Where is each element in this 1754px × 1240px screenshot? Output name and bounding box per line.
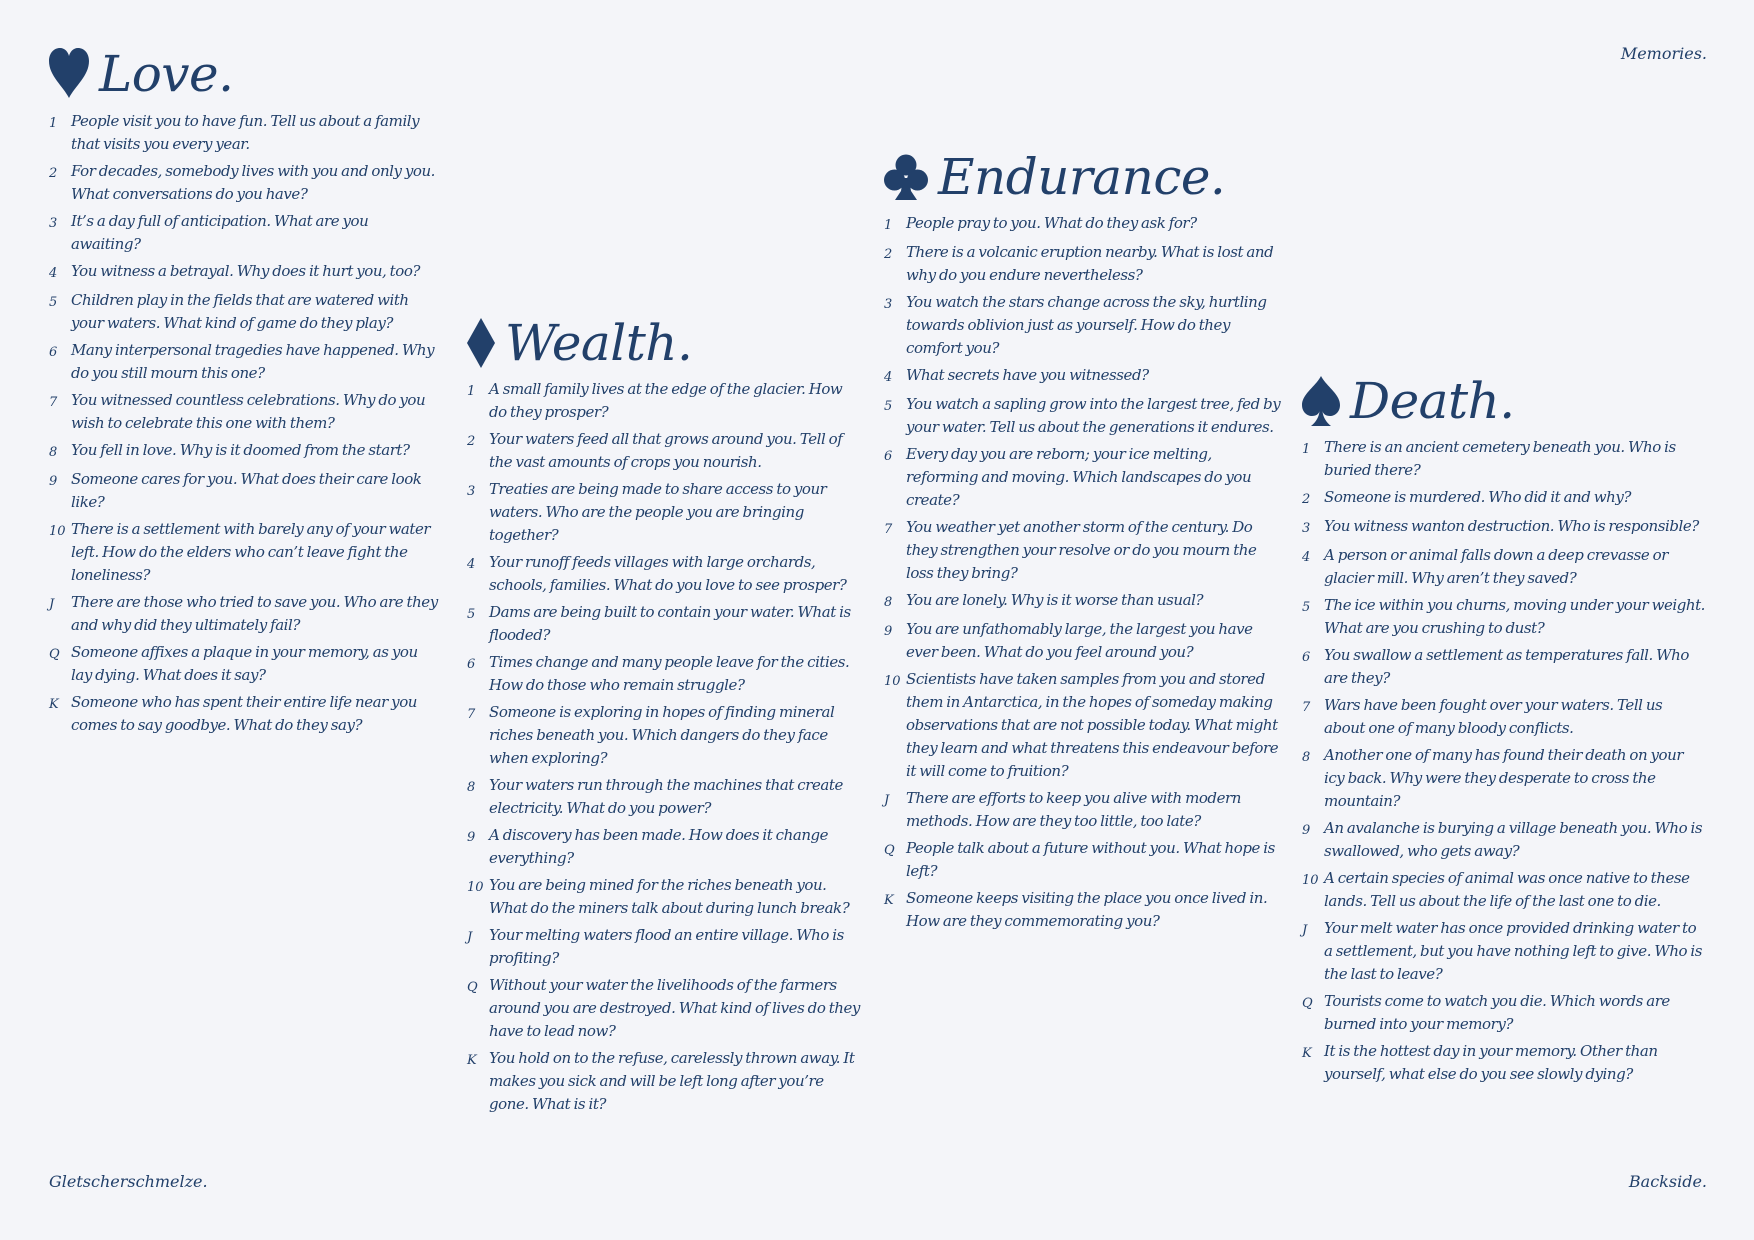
prompt-text: Every day you are reborn; your ice melting, reforming and moving. Which landscapes do you create?	[906, 445, 1252, 509]
prompt-text: There is a settlement with barely any of your water left. How do the elders who can’t leave fight the loneliness?	[71, 520, 431, 584]
prompt-index: 8	[49, 445, 58, 460]
prompt-item	[467, 428, 863, 474]
prompt-item	[1302, 486, 1705, 511]
footer-label-left: Gletscherschmelze.	[49, 1172, 208, 1191]
prompt-item	[49, 641, 439, 687]
section-title: Love.	[99, 45, 234, 103]
prompt-item	[467, 1047, 863, 1116]
prompt-text: Wars have been fought over your waters. Tell us about one of many bloody conflicts.	[1324, 696, 1663, 737]
prompt-item	[884, 837, 1286, 883]
prompt-list	[467, 378, 863, 1116]
prompt-item	[467, 824, 863, 870]
prompt-text: Your melt water has once provided drinking water to a settlement, but you have nothing left to give. Who is the last to leave?	[1324, 919, 1703, 983]
prompt-item	[884, 668, 1286, 783]
prompt-text: You weather yet another storm of the century. Do they strengthen your resolve or do you mourn the loss they bring?	[906, 518, 1257, 582]
prompt-index: 1	[467, 384, 476, 399]
prompt-text: Treaties are being made to share access to your waters. Who are the people you are bringing together?	[489, 480, 827, 544]
prompt-text: Someone affixes a plaque in your memory, as you lay dying. What does it say?	[71, 643, 418, 684]
section-endurance	[884, 148, 1286, 937]
prompt-index: 1	[49, 116, 58, 131]
section-title: Wealth.	[505, 314, 693, 372]
spade-suit-icon	[1302, 376, 1340, 426]
prompt-text: You are lonely. Why is it worse than usual?	[906, 591, 1204, 609]
prompt-index: K	[49, 697, 59, 712]
prompt-item	[467, 874, 863, 920]
prompt-item	[1302, 1040, 1705, 1086]
prompt-index: 9	[884, 624, 893, 639]
prompt-text: There are efforts to keep you alive with modern methods. How are they too little, too late?	[906, 789, 1241, 830]
prompt-item	[467, 974, 863, 1043]
prompt-item	[884, 291, 1286, 360]
prompt-index: 2	[1302, 492, 1311, 507]
section-heading	[467, 314, 863, 372]
section-love	[49, 45, 439, 741]
page-label-memories: Memories.	[1620, 44, 1707, 63]
prompt-item	[884, 589, 1286, 614]
prompt-item	[49, 518, 439, 587]
prompt-text: Scientists have taken samples from you and stored them in Antarctica, in the hopes of someday making observations that are not possible today. What might they learn and what threatens this endeavour before it will come to fruition?	[906, 670, 1279, 780]
prompt-item	[467, 774, 863, 820]
prompt-item	[467, 601, 863, 647]
prompt-text: Your waters run through the machines that create electricity. What do you power?	[489, 776, 843, 817]
prompt-index: J	[1302, 923, 1308, 938]
prompt-item	[1302, 817, 1705, 863]
prompt-index: 3	[467, 484, 476, 499]
prompt-text: Another one of many has found their death on your icy back. Why were they desperate to cross the mountain?	[1324, 746, 1684, 810]
prompt-text: It is the hottest day in your memory. Other than yourself, what else do you see slowly dying?	[1324, 1042, 1658, 1083]
prompt-item	[884, 393, 1286, 439]
prompt-item	[467, 924, 863, 970]
prompt-item	[884, 364, 1286, 389]
prompt-item	[49, 468, 439, 514]
prompt-index: 4	[49, 266, 58, 281]
prompt-item	[467, 701, 863, 770]
prompt-text: Someone cares for you. What does their care look like?	[71, 470, 422, 511]
prompt-index: 7	[49, 395, 58, 410]
prompt-text: There is an ancient cemetery beneath you. Who is buried there?	[1324, 438, 1676, 479]
prompt-text: You are being mined for the riches beneath you. What do the miners talk about during lunch break?	[489, 876, 850, 917]
prompt-list	[1302, 436, 1705, 1086]
prompt-text: Children play in the fields that are watered with your waters. What kind of game do they play?	[71, 291, 409, 332]
club-suit-icon	[884, 154, 928, 200]
prompt-index: 4	[884, 370, 893, 385]
prompt-index: J	[49, 597, 55, 612]
prompt-item	[884, 887, 1286, 933]
prompt-text: The ice within you churns, moving under your weight. What are you crushing to dust?	[1324, 596, 1705, 637]
prompt-index: K	[884, 893, 894, 908]
prompt-index: 10	[49, 524, 66, 539]
prompt-index: 6	[49, 345, 58, 360]
prompt-index: 7	[467, 707, 476, 722]
prompt-text: Someone who has spent their entire life near you comes to say goodbye. What do they say?	[71, 693, 418, 734]
section-heading	[49, 45, 439, 103]
prompt-item	[49, 210, 439, 256]
prompt-index: 6	[1302, 650, 1311, 665]
prompt-text: People talk about a future without you. What hope is left?	[906, 839, 1275, 880]
prompt-text: Your waters feed all that grows around you. Tell of the vast amounts of crops you nourish.	[489, 430, 843, 471]
prompt-index: K	[467, 1053, 477, 1068]
prompt-item	[49, 691, 439, 737]
prompt-item	[884, 241, 1286, 287]
prompt-text: Times change and many people leave for the cities. How do those who remain struggle?	[489, 653, 850, 694]
prompt-index: K	[1302, 1046, 1312, 1061]
prompt-text: There is a volcanic eruption nearby. What is lost and why do you endure nevertheless?	[906, 243, 1274, 284]
prompt-item	[467, 651, 863, 697]
prompt-index: 8	[1302, 750, 1311, 765]
prompt-text: Someone keeps visiting the place you once lived in. How are they commemorating you?	[906, 889, 1268, 930]
prompt-index: 5	[49, 295, 58, 310]
prompt-item	[1302, 867, 1705, 913]
prompt-text: A small family lives at the edge of the glacier. How do they prosper?	[489, 380, 843, 421]
prompt-text: You watch the stars change across the sky, hurtling towards oblivion just as yourself. How do they comfort you?	[906, 293, 1267, 357]
prompt-text: Tourists come to watch you die. Which words are burned into your memory?	[1324, 992, 1670, 1033]
prompt-index: 3	[884, 297, 893, 312]
prompt-text: You fell in love. Why is it doomed from the start?	[71, 441, 410, 459]
prompt-item	[49, 289, 439, 335]
prompt-index: 2	[467, 434, 476, 449]
prompt-text: People pray to you. What do they ask for?	[906, 214, 1197, 232]
prompt-item	[49, 260, 439, 285]
section-title: Endurance.	[938, 148, 1226, 206]
prompt-text: You witnessed countless celebrations. Why do you wish to celebrate this one with them?	[71, 391, 426, 432]
prompt-text: Without your water the livelihoods of the farmers around you are destroyed. What kind of lives do they have to lead now?	[489, 976, 860, 1040]
prompt-list	[49, 110, 439, 737]
prompt-text: For decades, somebody lives with you and only you. What conversations do you have?	[71, 162, 435, 203]
prompt-item	[1302, 515, 1705, 540]
prompt-index: 6	[467, 657, 476, 672]
prompt-item	[49, 110, 439, 156]
prompt-item	[467, 478, 863, 547]
prompt-text: Someone is murdered. Who did it and why?	[1324, 488, 1631, 506]
section-title: Death.	[1350, 372, 1515, 430]
prompt-item	[49, 591, 439, 637]
prompt-index: 7	[884, 522, 893, 537]
prompt-item	[1302, 594, 1705, 640]
section-wealth	[467, 314, 863, 1120]
prompt-item	[467, 378, 863, 424]
prompt-text: Your melting waters flood an entire village. Who is profiting?	[489, 926, 844, 967]
prompt-text: You are unfathomably large, the largest you have ever been. What do you feel around you?	[906, 620, 1253, 661]
prompt-item	[1302, 744, 1705, 813]
prompt-item	[1302, 644, 1705, 690]
prompt-text: Someone is exploring in hopes of finding mineral riches beneath you. Which dangers do they face when exploring?	[489, 703, 835, 767]
prompt-index: 1	[884, 218, 893, 233]
prompt-text: Many interpersonal tragedies have happened. Why do you still mourn this one?	[71, 341, 435, 382]
prompt-index: 2	[49, 166, 58, 181]
prompt-index: 7	[1302, 700, 1311, 715]
prompt-index: Q	[467, 980, 478, 995]
prompt-item	[884, 443, 1286, 512]
prompt-item	[884, 516, 1286, 585]
prompt-text: A discovery has been made. How does it change everything?	[489, 826, 829, 867]
prompt-item	[1302, 917, 1705, 986]
prompt-index: 10	[467, 880, 484, 895]
prompt-index: 9	[467, 830, 476, 845]
prompt-item	[1302, 436, 1705, 482]
prompt-index: 5	[467, 607, 476, 622]
prompt-index: 2	[884, 247, 893, 262]
section-death	[1302, 372, 1705, 1090]
prompt-text: You witness a betrayal. Why does it hurt you, too?	[71, 262, 421, 280]
prompt-index: 6	[884, 449, 893, 464]
prompt-item	[1302, 544, 1705, 590]
prompt-text: Your runoff feeds villages with large orchards, schools, families. What do you love to see prosper?	[489, 553, 847, 594]
prompt-text: You swallow a settlement as temperatures fall. Who are they?	[1324, 646, 1689, 687]
prompt-index: 8	[467, 780, 476, 795]
prompt-index: 10	[1302, 873, 1319, 888]
prompt-text: A person or animal falls down a deep crevasse or glacier mill. Why aren’t they saved?	[1324, 546, 1668, 587]
footer-label-right: Backside.	[1628, 1172, 1707, 1191]
prompt-index: 3	[49, 216, 58, 231]
prompt-item	[49, 389, 439, 435]
prompt-item	[49, 160, 439, 206]
prompt-text: It’s a day full of anticipation. What are you awaiting?	[71, 212, 369, 253]
prompt-text: A certain species of animal was once native to these lands. Tell us about the life of the last one to die.	[1324, 869, 1690, 910]
prompt-item	[884, 212, 1286, 237]
prompt-index: 5	[884, 399, 893, 414]
prompt-index: 3	[1302, 521, 1311, 536]
prompt-list	[884, 212, 1286, 933]
section-heading	[884, 148, 1286, 206]
prompt-text: An avalanche is burying a village beneath you. Who is swallowed, who gets away?	[1324, 819, 1703, 860]
section-heading	[1302, 372, 1705, 430]
prompt-item	[884, 787, 1286, 833]
prompt-index: J	[884, 793, 890, 808]
prompt-index: 9	[49, 474, 58, 489]
prompt-item	[1302, 990, 1705, 1036]
prompt-text: There are those who tried to save you. Who are they and why did they ultimately fail?	[71, 593, 438, 634]
prompt-index: 9	[1302, 823, 1311, 838]
prompt-index: 4	[1302, 550, 1311, 565]
prompt-index: 10	[884, 674, 901, 689]
prompt-text: People visit you to have fun. Tell us about a family that visits you every year.	[71, 112, 420, 153]
prompt-item	[884, 618, 1286, 664]
prompt-item	[467, 551, 863, 597]
prompt-item	[49, 439, 439, 464]
heart-suit-icon	[49, 48, 89, 100]
prompt-item	[1302, 694, 1705, 740]
prompt-index: Q	[49, 647, 60, 662]
prompt-index: 4	[467, 557, 476, 572]
prompt-text: You watch a sapling grow into the largest tree, fed by your water. Tell us about the generations it endures.	[906, 395, 1281, 436]
prompt-index: Q	[884, 843, 895, 858]
prompt-item	[49, 339, 439, 385]
prompt-index: 5	[1302, 600, 1311, 615]
prompt-text: Dams are being built to contain your water. What is flooded?	[489, 603, 851, 644]
prompt-index: 1	[1302, 442, 1311, 457]
prompt-index: J	[467, 930, 473, 945]
prompt-index: Q	[1302, 996, 1313, 1011]
prompt-text: You witness wanton destruction. Who is responsible?	[1324, 517, 1699, 535]
diamond-suit-icon	[467, 318, 495, 368]
prompt-text: What secrets have you witnessed?	[906, 366, 1149, 384]
prompt-text: You hold on to the refuse, carelessly thrown away. It makes you sick and will be left long after you’re gone. What is it?	[489, 1049, 855, 1113]
prompt-index: 8	[884, 595, 893, 610]
